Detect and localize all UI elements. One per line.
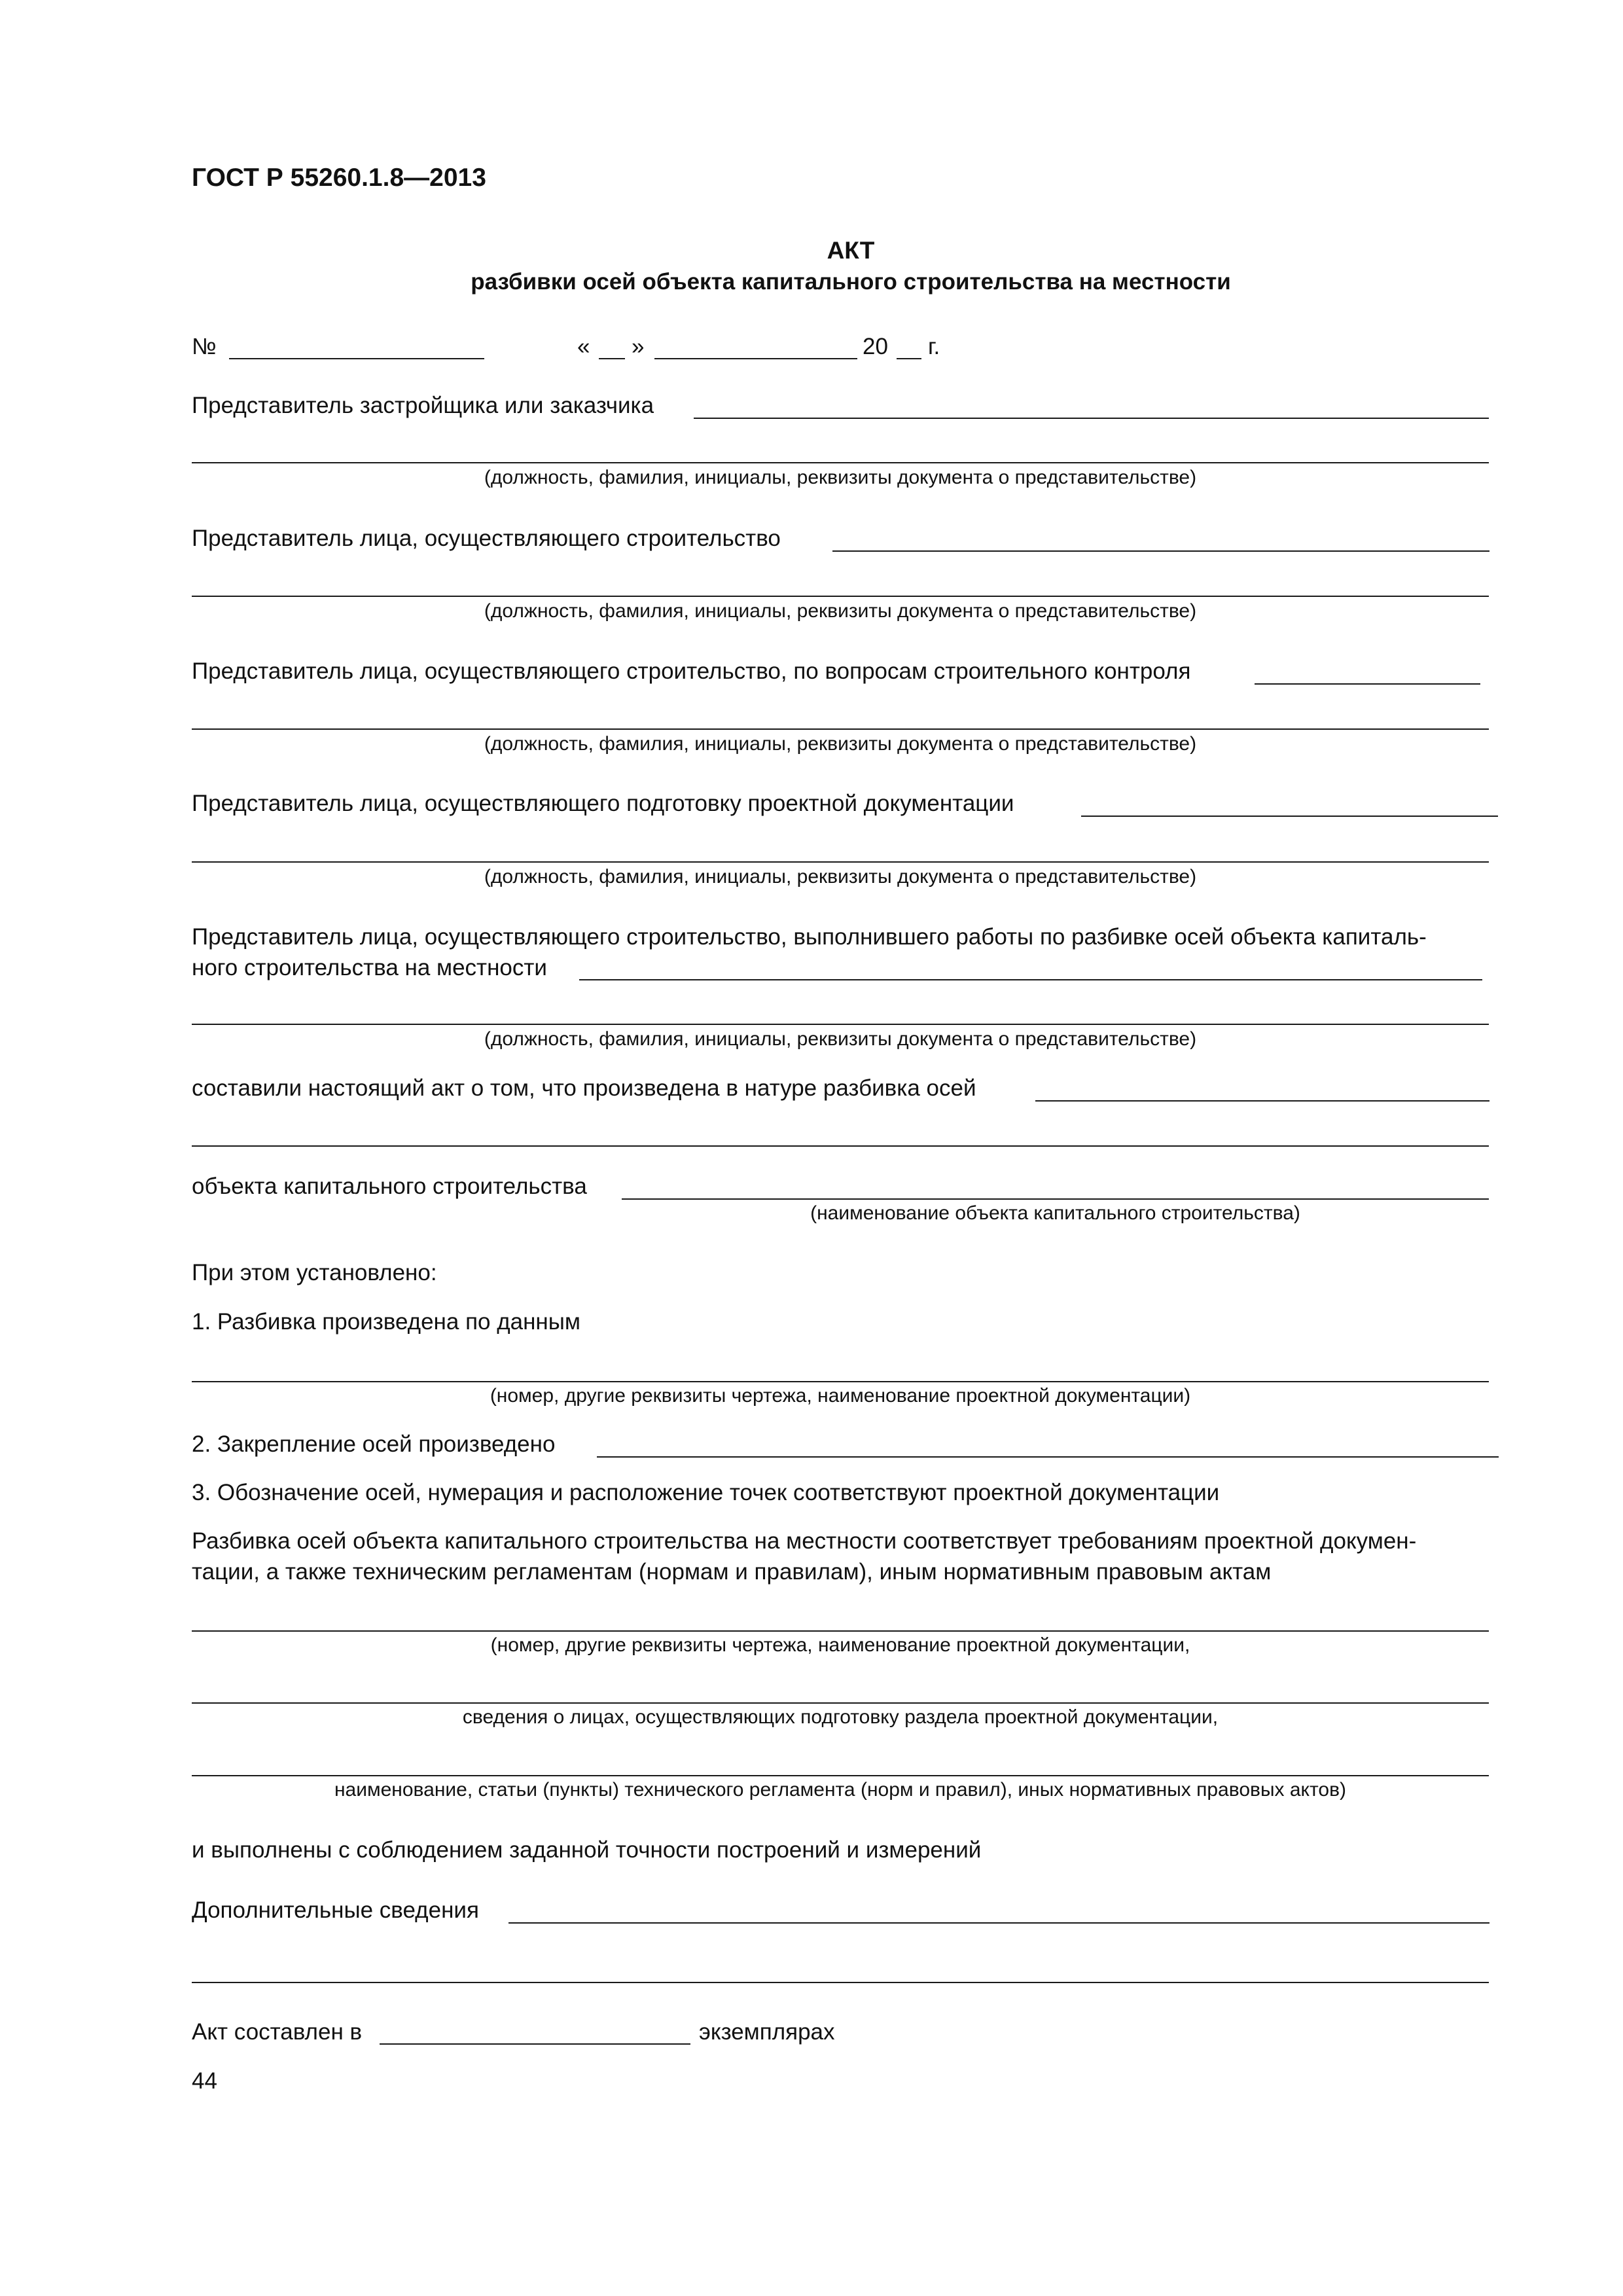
compliance-caption-2: сведения о лицах, осуществляющих подготовку раздела проектной документации, bbox=[462, 1706, 1219, 1728]
finding-1: 1. Разбивка произведена по данным bbox=[192, 1309, 580, 1335]
accuracy-text: и выполнены с соблюдением заданной точности построений и измерений bbox=[192, 1837, 982, 1863]
construction-control-representative-field[interactable] bbox=[1255, 683, 1480, 685]
design-representative-caption: (должность, фамилия, инициалы, реквизиты документа о представительстве) bbox=[484, 866, 1197, 888]
builder-representative-label: Представитель лица, осуществляющего строительство bbox=[192, 526, 781, 551]
number-field[interactable] bbox=[229, 358, 484, 359]
copies-suffix: экземплярах bbox=[699, 2019, 835, 2045]
developer-representative-caption: (должность, фамилия, инициалы, реквизиты документа о представительстве) bbox=[484, 467, 1197, 488]
layout-representative-caption: (должность, фамилия, инициалы, реквизиты документа о представительстве) bbox=[484, 1028, 1197, 1050]
number-label: № bbox=[192, 334, 217, 359]
construction-control-representative-label: Представитель лица, осуществляющего строительство, по вопросам строительного контроля bbox=[192, 658, 1191, 684]
date-close-quote: » bbox=[632, 334, 645, 359]
finding-3: 3. Обозначение осей, нумерация и расположение точек соответствуют проектной документации bbox=[192, 1480, 1220, 1505]
additional-info-label: Дополнительные сведения bbox=[192, 1897, 479, 1923]
date-open-quote: « bbox=[577, 334, 590, 359]
compliance-caption-1: (номер, другие реквизиты чертежа, наименование проектной документации, bbox=[490, 1634, 1190, 1656]
finding-1-caption: (номер, другие реквизиты чертежа, наименование проектной документации) bbox=[490, 1385, 1191, 1407]
page-number: 44 bbox=[192, 2068, 217, 2094]
year-prefix: 20 bbox=[863, 334, 888, 359]
finding-2-field[interactable] bbox=[597, 1456, 1499, 1458]
axes-field[interactable] bbox=[1035, 1100, 1489, 1102]
copies-prefix: Акт составлен в bbox=[192, 2019, 363, 2045]
compliance-text-line2: тации, а также техническим регламентам (нормам и правилам), иным нормативным правовым актам bbox=[192, 1559, 1272, 1585]
compliance-text-line1: Разбивка осей объекта капитального строительства на местности соответствует требованиям проектной докумен- bbox=[192, 1528, 1417, 1554]
year-field[interactable] bbox=[897, 358, 921, 359]
object-name-field[interactable] bbox=[622, 1198, 1489, 1200]
design-representative-field[interactable] bbox=[1081, 816, 1498, 817]
design-representative-label: Представитель лица, осуществляющего подготовку проектной документации bbox=[192, 791, 1014, 816]
developer-representative-label: Представитель застройщика или заказчика bbox=[192, 393, 654, 418]
builder-representative-field[interactable] bbox=[832, 550, 1489, 552]
finding-1-field[interactable] bbox=[192, 1381, 1489, 1382]
developer-representative-field[interactable] bbox=[694, 418, 1489, 419]
construction-control-representative-field-2[interactable] bbox=[192, 728, 1489, 730]
additional-info-field-2[interactable] bbox=[192, 1982, 1489, 1983]
construction-control-representative-caption: (должность, фамилия, инициалы, реквизиты документа о представительстве) bbox=[484, 733, 1197, 755]
layout-representative-field[interactable] bbox=[579, 979, 1482, 980]
builder-representative-field-2[interactable] bbox=[192, 596, 1489, 597]
standard-id: ГОСТ Р 55260.1.8—2013 bbox=[192, 164, 486, 192]
statement-text: составили настоящий акт о том, что произведена в натуре разбивка осей bbox=[192, 1075, 976, 1101]
document-subtitle: разбивки осей объекта капитального строительства на местности bbox=[471, 269, 1231, 295]
developer-representative-field-2[interactable] bbox=[192, 462, 1489, 463]
day-field[interactable] bbox=[599, 358, 625, 359]
layout-representative-field-2[interactable] bbox=[192, 1024, 1489, 1025]
axes-field-2[interactable] bbox=[192, 1145, 1489, 1147]
document-title: АКТ bbox=[827, 237, 875, 264]
compliance-field-3[interactable] bbox=[192, 1775, 1489, 1776]
object-label: объекта капитального строительства bbox=[192, 1174, 587, 1199]
month-field[interactable] bbox=[654, 358, 857, 359]
additional-info-field[interactable] bbox=[508, 1922, 1489, 1924]
compliance-field-2[interactable] bbox=[192, 1702, 1489, 1704]
finding-2: 2. Закрепление осей произведено bbox=[192, 1431, 556, 1457]
year-suffix: г. bbox=[928, 334, 940, 359]
layout-representative-label-line1: Представитель лица, осуществляющего строительство, выполнившего работы по разбивке осей объекта капиталь- bbox=[192, 924, 1427, 950]
copies-count-field[interactable] bbox=[380, 2043, 690, 2045]
layout-representative-label-line2: ного строительства на местности bbox=[192, 955, 547, 980]
builder-representative-caption: (должность, фамилия, инициалы, реквизиты документа о представительстве) bbox=[484, 600, 1197, 622]
design-representative-field-2[interactable] bbox=[192, 861, 1489, 863]
findings-intro: При этом установлено: bbox=[192, 1260, 437, 1285]
compliance-field-1[interactable] bbox=[192, 1630, 1489, 1632]
object-name-caption: (наименование объекта капитального строительства) bbox=[810, 1202, 1300, 1224]
compliance-caption-3: наименование, статьи (пункты) технического регламента (норм и правил), иных нормативных правовых актов) bbox=[334, 1779, 1347, 1801]
